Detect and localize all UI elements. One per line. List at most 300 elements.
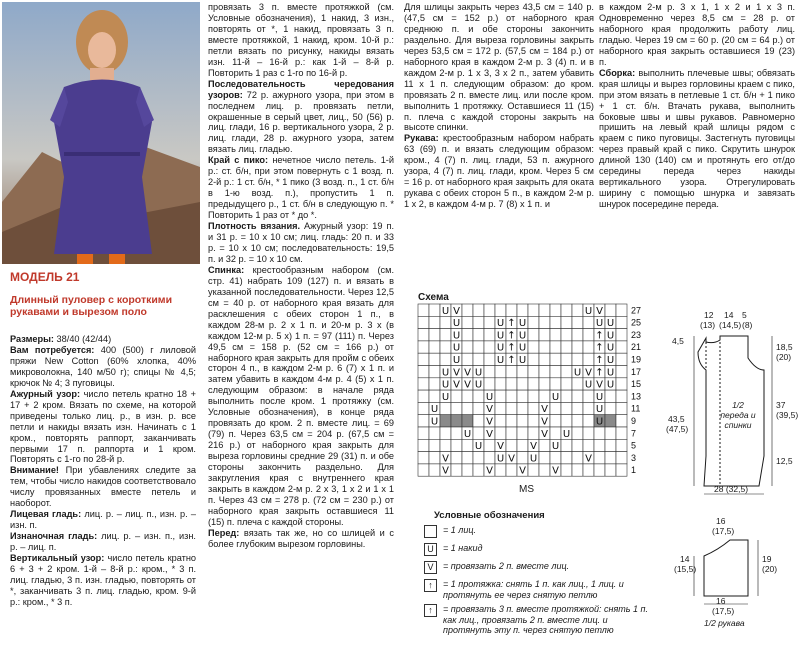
paragraph xyxy=(10,465,196,509)
chart-cell xyxy=(451,452,462,464)
chart-cell xyxy=(517,378,528,390)
chart-cell xyxy=(561,390,572,402)
paragraph-text: 38/40 (42/44) xyxy=(54,334,112,344)
chart-symbol: V xyxy=(453,305,460,317)
paragraph xyxy=(10,531,196,553)
legend-item: ↑ = провязать 3 п. вместе протяжкой: снять 1 п. как лиц., провязать 2 п. вместе лиц. и протянуть эту п. через снятую петлю xyxy=(424,604,656,636)
paragraph-heading: Вертикальный узор: xyxy=(10,553,105,564)
chart-cell xyxy=(528,402,539,414)
chart-row-number: 7 xyxy=(631,428,637,439)
chart-symbol: U xyxy=(606,379,615,391)
chart-row-number: 3 xyxy=(631,452,637,463)
chart-cell xyxy=(550,415,561,427)
chart-cell xyxy=(473,390,484,402)
chart-cell xyxy=(539,464,550,476)
chart-cell xyxy=(616,366,627,378)
paragraph-text: выполнить плечевые швы; обвязать края шлицы и вырез горловины краем с пико, при этом вязать в петлевые 1 ст. б/н + 1 пико + 1 ст. б/н. Втачать рукава, выполнить боковые швы и швы рукавов. Равномерно пришить на левый край шлицы рядом с краем с пико пуговицы. Застегнуть пуговицы через правый край с пико. Скрутить шнурок длиной 130 (140) см и протянуть его от/до середины переда через накиды вертикального узора. Отрегулировать ширину с помощью шнурка и завязать шнурок посередине переда. xyxy=(599,67,795,210)
chart-symbol: U xyxy=(606,342,615,354)
chart-symbol: U xyxy=(606,318,615,330)
chart-row-number: 15 xyxy=(631,379,642,390)
chart-cell xyxy=(506,366,517,378)
chart-symbol: V xyxy=(486,416,493,428)
chart-symbol: U xyxy=(584,305,593,317)
chart-cell xyxy=(440,341,451,353)
chart-cell xyxy=(572,390,583,402)
chart-cell xyxy=(451,415,462,427)
chart-cell xyxy=(429,353,440,365)
chart-cell xyxy=(572,452,583,464)
chart-cell xyxy=(462,439,473,451)
chart-symbol: U xyxy=(496,318,505,330)
chart-cell xyxy=(594,439,605,451)
chart-row-number: 17 xyxy=(631,366,642,377)
chart-row-number: 11 xyxy=(631,403,641,414)
chart-cell xyxy=(528,415,539,427)
chart-cell xyxy=(473,316,484,328)
chart-cell xyxy=(616,390,627,402)
paragraph xyxy=(208,265,394,528)
chart-cell xyxy=(583,402,594,414)
paragraph xyxy=(10,345,196,389)
chart-cell xyxy=(506,378,517,390)
chart-cell xyxy=(605,427,616,439)
chart-cell xyxy=(517,452,528,464)
chart-cell xyxy=(473,452,484,464)
chart-cell xyxy=(473,464,484,476)
chart-cell xyxy=(462,316,473,328)
paragraph-heading: Последовательность чередования узоров: xyxy=(208,78,394,100)
paragraph xyxy=(404,133,594,210)
chart-symbol: V xyxy=(453,367,460,379)
chart-cell xyxy=(528,353,539,365)
model-subtitle: Длинный пуловер с короткими рукавами и вырезом поло xyxy=(10,294,173,318)
chart-cell xyxy=(484,366,495,378)
paragraph xyxy=(208,221,394,265)
paragraph-heading: Лицевая гладь: xyxy=(10,509,82,520)
chart-symbol: U xyxy=(518,318,527,330)
chart-cell xyxy=(616,304,627,316)
chart-symbol: ↑ xyxy=(595,342,604,354)
chart-cell xyxy=(616,329,627,341)
text-column-3 xyxy=(404,2,594,210)
chart-cell xyxy=(418,427,429,439)
chart-symbol: ↑ xyxy=(507,355,516,366)
text-column-1 xyxy=(10,334,196,608)
legend-item: = 1 лиц. xyxy=(424,525,656,539)
chart-cell xyxy=(561,316,572,328)
paragraph xyxy=(10,389,196,466)
chart-cell xyxy=(539,452,550,464)
chart-cell xyxy=(517,366,528,378)
chart-cell xyxy=(506,402,517,414)
chart-symbol: U xyxy=(452,330,461,342)
paragraph-text: 400 (500) г лиловой пряжи New Cotton (60% хлопка, 40% микроволокна, 140 м/50 г); спицы № 4,5; крючок № 4; 3 пуговицы. xyxy=(10,344,196,388)
chart-cell xyxy=(440,353,451,365)
chart-symbol: V xyxy=(442,465,449,477)
chart-cell xyxy=(594,464,605,476)
chart-cell xyxy=(528,427,539,439)
chart-symbol: V xyxy=(541,404,548,416)
chart-symbol: V xyxy=(497,441,504,453)
chart-row-number: 1 xyxy=(631,465,637,476)
chart-cell xyxy=(462,341,473,353)
chart-cell xyxy=(561,464,572,476)
chart-cell xyxy=(462,390,473,402)
chart-symbol: U xyxy=(441,391,450,403)
chart-symbol: U xyxy=(584,379,593,391)
chart-cell xyxy=(473,329,484,341)
chart-symbol: V xyxy=(585,453,592,465)
chart-cell xyxy=(561,341,572,353)
chart-cell xyxy=(550,304,561,316)
chart-cell xyxy=(517,304,528,316)
k2tog-symbol-icon: V xyxy=(424,561,437,574)
chart-symbol: V xyxy=(486,428,493,440)
chart-cell xyxy=(418,366,429,378)
chart-cell xyxy=(517,415,528,427)
paragraph-heading: Плотность вязания. xyxy=(208,221,301,232)
chart-cell xyxy=(583,427,594,439)
chart-symbol: U xyxy=(496,355,505,366)
chart-cell xyxy=(418,452,429,464)
chart-cell xyxy=(561,439,572,451)
chart-symbol: U xyxy=(529,453,538,465)
chart-cell xyxy=(473,415,484,427)
chart-cell xyxy=(484,353,495,365)
chart-cell xyxy=(484,378,495,390)
chart-cell xyxy=(451,390,462,402)
chart-cell xyxy=(583,415,594,427)
chart-row-number: 9 xyxy=(631,416,637,426)
chart-symbol: U xyxy=(430,416,439,428)
paragraph-heading: Размеры: xyxy=(10,334,54,344)
chart-cell xyxy=(550,366,561,378)
chart-cell xyxy=(605,439,616,451)
chart-row-number: 27 xyxy=(631,305,642,316)
chart-cell xyxy=(605,452,616,464)
chart-cell xyxy=(506,415,517,427)
chart-cell xyxy=(605,304,616,316)
chart-symbol: U xyxy=(518,342,527,354)
chart-cell xyxy=(440,415,451,427)
chart-cell xyxy=(429,341,440,353)
chart-cell xyxy=(484,452,495,464)
chart-cell xyxy=(495,304,506,316)
yarn-over-symbol-icon: U xyxy=(424,543,437,556)
chart-cell xyxy=(495,378,506,390)
chart-row-number: 25 xyxy=(631,317,642,328)
chart-cell xyxy=(561,378,572,390)
chart-cell xyxy=(539,316,550,328)
chart-cell xyxy=(440,439,451,451)
chart-cell xyxy=(451,427,462,439)
chart-symbol: U xyxy=(496,453,505,465)
chart-cell xyxy=(616,439,627,451)
chart-cell xyxy=(462,304,473,316)
chart-cell xyxy=(495,366,506,378)
chart-cell xyxy=(572,464,583,476)
chart-cell xyxy=(605,415,616,427)
chart-cell xyxy=(561,415,572,427)
chart-symbol: V xyxy=(486,465,493,477)
chart-symbol: U xyxy=(551,441,560,453)
chart-cell xyxy=(550,452,561,464)
chart-symbol: U xyxy=(606,355,615,366)
chart-symbol: V xyxy=(508,453,515,465)
chart-cell xyxy=(605,464,616,476)
chart-cell xyxy=(528,378,539,390)
paragraph-heading: Спинка: xyxy=(208,264,245,275)
chart-cell xyxy=(572,304,583,316)
chart-row-number: 19 xyxy=(631,354,642,365)
chart-cell xyxy=(462,452,473,464)
chart-cell xyxy=(528,464,539,476)
chart-cell xyxy=(418,316,429,328)
chart-cell xyxy=(517,402,528,414)
chart-symbol: ↑ xyxy=(595,355,604,366)
paragraph xyxy=(10,334,196,345)
chart-row-number: 23 xyxy=(631,329,642,340)
chart-cell xyxy=(550,378,561,390)
chart-cell xyxy=(473,304,484,316)
paragraph-heading: Ажурный узор: xyxy=(10,388,81,399)
chart-symbol: U xyxy=(474,367,483,379)
paragraph-text: лиц. р. – изн. п., изн. р. – лиц. п. xyxy=(10,531,196,553)
paragraph-heading: Рукава: xyxy=(404,133,439,144)
chart-cell xyxy=(473,353,484,365)
chart-cell xyxy=(583,316,594,328)
chart-cell xyxy=(616,402,627,414)
chart-cell xyxy=(583,390,594,402)
chart-cell xyxy=(495,402,506,414)
paragraph-text: в каждом 2-м р. 3 х 1, 1 х 2 и 1 х 3 п. Одновременно через 8,5 см = 28 р. от наборного края продолжить работу лиц. гладью. Через 19 см = 60 р. (20 см = 64 р.) от наборного края закрыть оставшиеся 19 (23) п. xyxy=(599,2,795,67)
paragraph-text: крестообразным набором набрать 63 (69) п. и вязать следующим образом: кром., 4 (7) п. лиц. глади, 53 п. ажурного узора, 4 (7) п. лиц. глади, кром. Через 5 см = 16 р. от наборного края закрыть для оката рукава с обеих сторон 5 п., в каждом 2-м р. 1 х 2, в каждом 4-м р. 7 (8) х 1 п. и xyxy=(404,133,594,210)
chart-cell xyxy=(539,353,550,365)
chart-cell xyxy=(572,427,583,439)
chart-cell xyxy=(550,402,561,414)
chart-cell xyxy=(572,378,583,390)
knit-symbol-icon xyxy=(424,525,437,538)
chart-symbol: U xyxy=(474,441,483,453)
chart-cell xyxy=(418,304,429,316)
chart-row-number: 13 xyxy=(631,391,642,402)
chart-cell xyxy=(429,316,440,328)
chart-symbol: V xyxy=(552,465,559,477)
paragraph xyxy=(404,2,594,133)
chart-cell xyxy=(550,341,561,353)
chart-symbol: V xyxy=(596,305,603,317)
chart-cell xyxy=(616,415,627,427)
chart-cell xyxy=(550,316,561,328)
chart-cell xyxy=(539,304,550,316)
chart-cell xyxy=(561,452,572,464)
chart-symbol: U xyxy=(430,404,439,416)
chart-symbol: ↑ xyxy=(507,342,516,354)
chart-cell xyxy=(495,415,506,427)
paragraph-text: При убавлениях следите за тем, чтобы число накидов соответствовало числу провязанных вместе петель и наоборот. xyxy=(10,465,196,509)
model-label: МОДЕЛЬ 21 xyxy=(10,270,80,284)
knitting-chart xyxy=(414,302,654,487)
chart-symbol: U xyxy=(595,416,604,428)
paragraph-heading: Внимание! xyxy=(10,465,59,476)
chart-row-number: 21 xyxy=(631,342,642,353)
chart-cell xyxy=(561,353,572,365)
chart-cell xyxy=(561,329,572,341)
chart-cell xyxy=(583,341,594,353)
legend-item: V = провязать 2 п. вместе лиц. xyxy=(424,561,656,575)
ssk-symbol-icon: ↑ xyxy=(424,579,437,592)
chart-symbol: U xyxy=(441,367,450,379)
chart-cell xyxy=(429,304,440,316)
chart-cell xyxy=(528,329,539,341)
chart-cell xyxy=(462,402,473,414)
chart-cell xyxy=(484,304,495,316)
paragraph-text: 72 р. ажурного узора, при этом в последнем лиц. р. провязать петли, окрашенные в серый цвет, лиц., 50 (56) р. лиц. глади, 16 р. вертикального узора, 2 р. лиц. глади, 28 р. ажурного узора, затем вязать лиц. гладью. xyxy=(208,89,394,155)
chart-cell xyxy=(583,329,594,341)
chart-symbol: U xyxy=(485,391,494,403)
legend xyxy=(424,510,656,640)
chart-cell xyxy=(539,439,550,451)
chart-cell xyxy=(429,464,440,476)
ms-label: MS xyxy=(519,484,534,495)
chart-cell xyxy=(418,390,429,402)
chart-symbol: ↑ xyxy=(507,318,516,330)
chart-cell xyxy=(572,341,583,353)
chart-cell xyxy=(561,304,572,316)
paragraph-text: вязать так же, но со шлицей и с более глубоким вырезом горловины. xyxy=(208,527,394,549)
chart-cell xyxy=(550,329,561,341)
chart-cell xyxy=(616,427,627,439)
chart-symbol: U xyxy=(441,305,450,317)
chart-cell xyxy=(605,390,616,402)
text-column-2 xyxy=(208,2,394,550)
chart-symbol: V xyxy=(530,441,537,453)
chart-symbol: U xyxy=(573,367,582,379)
legend-title: Условные обозначения xyxy=(434,510,545,521)
chart-symbol: V xyxy=(596,379,603,391)
chart-cell xyxy=(550,427,561,439)
chart-symbol: V xyxy=(585,367,592,379)
chart-cell xyxy=(539,390,550,402)
chart-symbol: U xyxy=(595,391,604,403)
chart-cell xyxy=(528,341,539,353)
chart-cell xyxy=(616,316,627,328)
chart-row-number: 5 xyxy=(631,440,637,451)
chart-cell xyxy=(539,329,550,341)
chart-cell xyxy=(440,316,451,328)
chart-cell xyxy=(605,402,616,414)
chart-cell xyxy=(429,452,440,464)
chart-cell xyxy=(528,316,539,328)
chart-cell xyxy=(539,341,550,353)
chart-symbol: U xyxy=(606,367,615,379)
chart-cell xyxy=(429,329,440,341)
chart-cell xyxy=(539,366,550,378)
chart-cell xyxy=(440,329,451,341)
chart-cell xyxy=(506,427,517,439)
chart-cell xyxy=(429,366,440,378)
chart-cell xyxy=(462,464,473,476)
chart-cell xyxy=(517,439,528,451)
chart-symbol: ↑ xyxy=(595,330,604,342)
chart-symbol: U xyxy=(463,428,472,440)
text-column-4 xyxy=(599,2,795,210)
chart-cell xyxy=(451,402,462,414)
chart-cell xyxy=(616,341,627,353)
chart-cell xyxy=(418,329,429,341)
paragraph xyxy=(208,528,394,550)
chart-symbol: V xyxy=(442,453,449,465)
chart-cell xyxy=(572,439,583,451)
chart-symbol: U xyxy=(562,428,571,440)
chart-cell xyxy=(462,329,473,341)
chart-symbol: U xyxy=(452,342,461,354)
chart-cell xyxy=(506,464,517,476)
chart-cell xyxy=(484,316,495,328)
chart-symbol: U xyxy=(518,355,527,366)
chart-cell xyxy=(418,353,429,365)
chart-cell xyxy=(594,427,605,439)
chart-cell xyxy=(462,353,473,365)
chart-cell xyxy=(539,378,550,390)
paragraph-text: число петель кратно 18 + 17 + 2 кром. Вязать по схеме, на которой приведены только лиц. р., в изн. р. все петли и накиды вязать изн. Начинать с 1 кром., повторять раппорт, заканчивать первыми 17 п. раппорта и 1 кром. Повторять с 1-го по 28-й р. xyxy=(10,388,196,465)
chart-cell xyxy=(616,378,627,390)
chart-cell xyxy=(429,378,440,390)
chart-symbol: U xyxy=(441,379,450,391)
chart-cell xyxy=(583,464,594,476)
paragraph-heading: Вам потребуется: xyxy=(10,344,95,355)
chart-symbol: U xyxy=(496,330,505,342)
chart-symbol: U xyxy=(496,342,505,354)
chart-symbol: U xyxy=(452,318,461,330)
paragraph xyxy=(10,553,196,608)
sleeve-schematic: 16 (17,5) 14 (15,5) 19 (20) 16 (17,5) 1/2 рукава xyxy=(674,516,778,628)
body-schematic: 12 14 5 (13) (14,5) (8) 4,5 18,5 (20) 37 (39,5) 43,5 (47,5) 1/2 переда и спинки 12,5 28 (32,5) xyxy=(666,310,799,494)
chart-symbol: ↑ xyxy=(507,330,516,342)
sk2p-symbol-icon: ↑ xyxy=(424,604,437,617)
chart-cell xyxy=(451,439,462,451)
chart-symbol: V xyxy=(541,428,548,440)
chart-cell xyxy=(616,452,627,464)
paragraph xyxy=(208,155,394,221)
chart-cell xyxy=(561,402,572,414)
paragraph xyxy=(208,79,394,156)
paragraph xyxy=(599,68,795,210)
chart-cell xyxy=(484,439,495,451)
chart-symbol: U xyxy=(452,355,461,366)
chart-cell xyxy=(495,464,506,476)
chart-cell xyxy=(440,402,451,414)
chart-title: Схема xyxy=(418,292,449,303)
chart-symbol: V xyxy=(453,379,460,391)
paragraph-text: крестообразным набором (см. стр. 41) набрать 109 (127) п. и вязать в указанной последовательности. Через 12,5 см = 40 р. от наборного края вязать для расклешения с обеих сторон 1 п., в каждом 28-м р. 2 х 1 п. и 20-м р. 3 х (в каждом 12-м р. 5 х) 1 п. = 97 (111) п. Через 49,5 см = 158 р. (52 см = 166 р.) от наборного края закрыть для пройм с обеих сторон 4 п., в каждом 2-м р. 6 (7) х 1 п. и затем убавить в каждом 4-м р. 4 (5) х 1 п. следующим образом: в начале ряда выполнить после кром. 1 протяжку (см. Условные обозначения), в конце ряда провязать до кром. 2 п. вместе лиц. = 69 (79) п. Через 63,5 см = 204 р. (67,5 см = 216 р.) от наборного края закрыть для выреза горловины средние 29 (31) п. и обе стороны закончить раздельно. Для закругления края с внутреннего края закрыть в каждом 2-м р. 2 х 3, 1 х 2 и 1 х 1 п. Через 43 см = 278 р. (72 см = 230 р.) от наборного края закрыть оставшиеся 11 (15) п. плеча с каждой стороны. xyxy=(208,264,394,527)
chart-cell xyxy=(418,415,429,427)
chart-cell xyxy=(418,378,429,390)
legend-item: ↑ = 1 протяжка: снять 1 п. как лиц., 1 лиц. и протянуть ее через снятую петлю xyxy=(424,579,656,600)
chart-cell xyxy=(572,402,583,414)
chart-symbol: V xyxy=(464,379,471,391)
chart-cell xyxy=(561,366,572,378)
chart-symbol: U xyxy=(606,330,615,342)
paragraph-heading: Край с пико: xyxy=(208,155,269,166)
chart-cell xyxy=(484,329,495,341)
chart-cell xyxy=(418,439,429,451)
chart-symbol: V xyxy=(486,404,493,416)
chart-cell xyxy=(616,353,627,365)
chart-cell xyxy=(418,341,429,353)
paragraph-heading: Изнаночная гладь: xyxy=(10,531,98,542)
chart-cell xyxy=(451,464,462,476)
